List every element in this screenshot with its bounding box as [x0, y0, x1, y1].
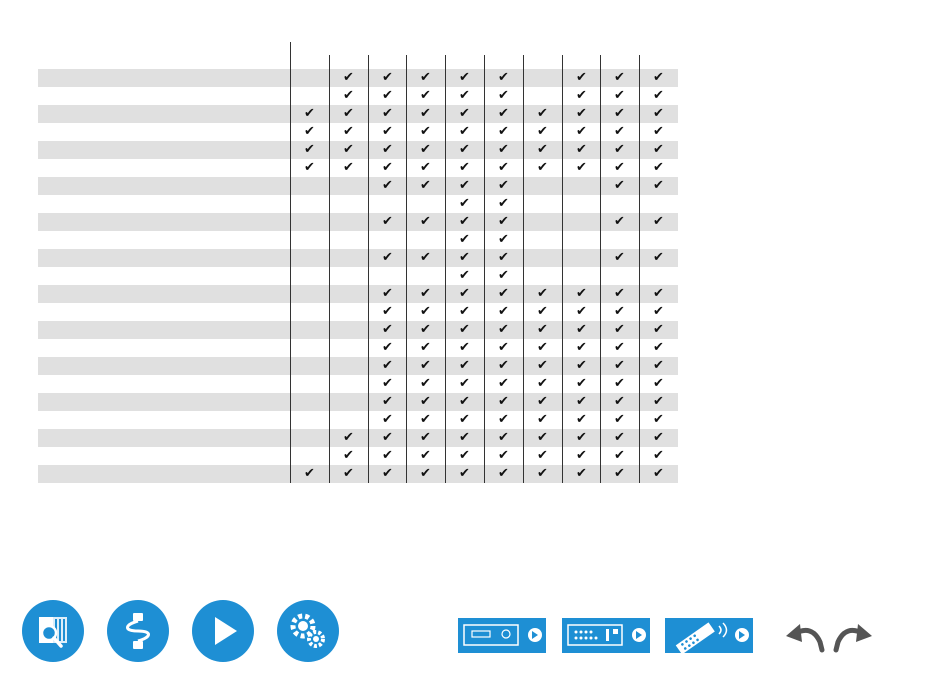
check-mark: ✔: [498, 412, 509, 427]
check-mark: ✔: [420, 322, 431, 337]
check-mark: ✔: [614, 358, 625, 373]
check-mark: ✔: [382, 322, 393, 337]
check-mark: ✔: [576, 394, 587, 409]
check-mark: ✔: [537, 286, 548, 301]
check-mark: ✔: [614, 340, 625, 355]
column-divider: [523, 55, 524, 483]
check-mark: ✔: [498, 304, 509, 319]
check-mark: ✔: [382, 214, 393, 229]
check-mark: ✔: [343, 160, 354, 175]
table-row: [38, 267, 678, 285]
check-mark: ✔: [420, 286, 431, 301]
check-mark: ✔: [382, 70, 393, 85]
check-mark: ✔: [498, 232, 509, 247]
check-mark: ✔: [382, 394, 393, 409]
check-mark: ✔: [420, 214, 431, 229]
column-divider: [329, 55, 330, 483]
check-mark: ✔: [459, 394, 470, 409]
check-mark: ✔: [382, 88, 393, 103]
check-mark: ✔: [537, 358, 548, 373]
check-mark: ✔: [382, 340, 393, 355]
check-mark: ✔: [420, 358, 431, 373]
check-mark: ✔: [614, 160, 625, 175]
rear-panel-button[interactable]: [562, 618, 650, 653]
check-mark: ✔: [459, 358, 470, 373]
check-mark: ✔: [343, 448, 354, 463]
check-mark: ✔: [498, 214, 509, 229]
check-mark: ✔: [343, 142, 354, 157]
check-mark: ✔: [343, 70, 354, 85]
undo-arrow-icon: [782, 620, 826, 654]
check-mark: ✔: [498, 178, 509, 193]
column-divider: [445, 55, 446, 483]
check-mark: ✔: [653, 376, 664, 391]
check-mark: ✔: [576, 322, 587, 337]
check-mark: ✔: [537, 394, 548, 409]
check-mark: ✔: [459, 142, 470, 157]
check-mark: ✔: [382, 106, 393, 121]
check-mark: ✔: [304, 124, 315, 139]
check-mark: ✔: [459, 322, 470, 337]
check-mark: ✔: [420, 448, 431, 463]
column-divider: [406, 55, 407, 483]
check-mark: ✔: [382, 304, 393, 319]
check-mark: ✔: [537, 322, 548, 337]
check-mark: ✔: [498, 124, 509, 139]
manual-contents-button[interactable]: [22, 600, 84, 662]
check-mark: ✔: [576, 106, 587, 121]
check-mark: ✔: [382, 358, 393, 373]
check-mark: ✔: [498, 448, 509, 463]
check-mark: ✔: [382, 286, 393, 301]
check-mark: ✔: [420, 340, 431, 355]
check-mark: ✔: [614, 124, 625, 139]
check-mark: ✔: [614, 394, 625, 409]
check-mark: ✔: [537, 124, 548, 139]
remote-controller-button[interactable]: [665, 618, 753, 653]
check-mark: ✔: [498, 286, 509, 301]
check-mark: ✔: [653, 286, 664, 301]
table-row: [38, 177, 678, 195]
check-mark: ✔: [498, 142, 509, 157]
check-mark: ✔: [537, 376, 548, 391]
check-mark: ✔: [653, 412, 664, 427]
check-mark: ✔: [537, 160, 548, 175]
check-mark: ✔: [614, 322, 625, 337]
check-mark: ✔: [576, 88, 587, 103]
check-mark: ✔: [537, 106, 548, 121]
check-mark: ✔: [343, 466, 354, 481]
check-mark: ✔: [498, 70, 509, 85]
check-mark: ✔: [653, 106, 664, 121]
check-mark: ✔: [614, 286, 625, 301]
check-mark: ✔: [304, 142, 315, 157]
check-mark: ✔: [614, 376, 625, 391]
check-mark: ✔: [614, 430, 625, 445]
check-mark: ✔: [653, 214, 664, 229]
check-mark: ✔: [498, 250, 509, 265]
manual-contents-icon: [31, 609, 75, 653]
check-mark: ✔: [576, 70, 587, 85]
check-mark: ✔: [576, 304, 587, 319]
check-mark: ✔: [343, 430, 354, 445]
check-mark: ✔: [382, 160, 393, 175]
check-mark: ✔: [537, 340, 548, 355]
setup-button[interactable]: [277, 600, 339, 662]
check-mark: ✔: [420, 466, 431, 481]
check-mark: ✔: [459, 466, 470, 481]
check-mark: ✔: [498, 196, 509, 211]
check-mark: ✔: [420, 160, 431, 175]
check-mark: ✔: [459, 178, 470, 193]
check-mark: ✔: [382, 430, 393, 445]
check-mark: ✔: [459, 430, 470, 445]
check-mark: ✔: [576, 376, 587, 391]
column-divider: [290, 42, 291, 483]
check-mark: ✔: [537, 142, 548, 157]
check-mark: ✔: [420, 376, 431, 391]
column-divider: [639, 55, 640, 483]
check-mark: ✔: [498, 106, 509, 121]
table-row: [38, 231, 678, 249]
check-mark: ✔: [498, 88, 509, 103]
check-mark: ✔: [382, 142, 393, 157]
check-mark: ✔: [498, 160, 509, 175]
check-mark: ✔: [498, 268, 509, 283]
check-mark: ✔: [653, 142, 664, 157]
check-mark: ✔: [420, 142, 431, 157]
check-mark: ✔: [576, 358, 587, 373]
check-mark: ✔: [459, 214, 470, 229]
check-mark: ✔: [498, 394, 509, 409]
front-panel-icon: [458, 618, 546, 653]
check-mark: ✔: [653, 88, 664, 103]
check-mark: ✔: [653, 304, 664, 319]
check-mark: ✔: [653, 448, 664, 463]
check-mark: ✔: [420, 70, 431, 85]
check-mark: ✔: [653, 160, 664, 175]
check-mark: ✔: [459, 340, 470, 355]
check-mark: ✔: [614, 304, 625, 319]
check-mark: ✔: [653, 250, 664, 265]
check-mark: ✔: [537, 412, 548, 427]
check-mark: ✔: [576, 286, 587, 301]
check-mark: ✔: [614, 214, 625, 229]
check-mark: ✔: [537, 448, 548, 463]
check-mark: ✔: [382, 124, 393, 139]
check-mark: ✔: [382, 466, 393, 481]
check-mark: ✔: [576, 124, 587, 139]
check-mark: ✔: [459, 106, 470, 121]
check-mark: ✔: [653, 340, 664, 355]
check-mark: ✔: [343, 106, 354, 121]
check-mark: ✔: [576, 340, 587, 355]
check-mark: ✔: [459, 250, 470, 265]
check-mark: ✔: [459, 376, 470, 391]
check-mark: ✔: [653, 466, 664, 481]
check-mark: ✔: [459, 448, 470, 463]
check-mark: ✔: [304, 160, 315, 175]
table-row: [38, 213, 678, 231]
check-mark: ✔: [459, 124, 470, 139]
check-mark: ✔: [653, 124, 664, 139]
connections-icon: [116, 609, 160, 653]
check-mark: ✔: [459, 304, 470, 319]
check-mark: ✔: [420, 250, 431, 265]
connections-button[interactable]: [107, 600, 169, 662]
table-row: [38, 249, 678, 267]
check-mark: ✔: [420, 394, 431, 409]
check-mark: ✔: [614, 88, 625, 103]
check-mark: ✔: [653, 358, 664, 373]
column-divider: [484, 55, 485, 483]
check-mark: ✔: [459, 268, 470, 283]
check-mark: ✔: [498, 376, 509, 391]
remote-controller-icon: [665, 618, 753, 653]
check-mark: ✔: [420, 430, 431, 445]
column-divider: [600, 55, 601, 483]
check-mark: ✔: [537, 430, 548, 445]
check-mark: ✔: [576, 448, 587, 463]
check-mark: ✔: [498, 466, 509, 481]
check-mark: ✔: [420, 304, 431, 319]
check-mark: ✔: [459, 70, 470, 85]
check-mark: ✔: [304, 106, 315, 121]
check-mark: ✔: [537, 304, 548, 319]
check-mark: ✔: [420, 124, 431, 139]
check-mark: ✔: [382, 376, 393, 391]
check-mark: ✔: [653, 394, 664, 409]
check-mark: ✔: [420, 178, 431, 193]
check-mark: ✔: [498, 340, 509, 355]
check-mark: ✔: [459, 88, 470, 103]
check-mark: ✔: [459, 412, 470, 427]
check-mark: ✔: [614, 466, 625, 481]
front-panel-button[interactable]: [458, 618, 546, 653]
check-mark: ✔: [576, 412, 587, 427]
check-mark: ✔: [537, 466, 548, 481]
check-mark: ✔: [614, 70, 625, 85]
check-mark: ✔: [420, 88, 431, 103]
check-mark: ✔: [614, 412, 625, 427]
check-mark: ✔: [614, 178, 625, 193]
column-divider: [562, 55, 563, 483]
check-mark: ✔: [576, 142, 587, 157]
check-mark: ✔: [420, 412, 431, 427]
check-mark: ✔: [343, 88, 354, 103]
check-mark: ✔: [576, 430, 587, 445]
playback-button[interactable]: [192, 600, 254, 662]
check-mark: ✔: [653, 430, 664, 445]
check-mark: ✔: [653, 70, 664, 85]
check-mark: ✔: [653, 322, 664, 337]
check-mark: ✔: [653, 178, 664, 193]
check-mark: ✔: [614, 448, 625, 463]
undo-button[interactable]: [782, 620, 826, 654]
check-mark: ✔: [459, 232, 470, 247]
check-mark: ✔: [498, 322, 509, 337]
check-mark: ✔: [614, 142, 625, 157]
check-mark: ✔: [382, 250, 393, 265]
rear-panel-icon: [562, 618, 650, 653]
check-mark: ✔: [459, 160, 470, 175]
playback-icon: [201, 609, 245, 653]
check-mark: ✔: [576, 466, 587, 481]
check-mark: ✔: [614, 250, 625, 265]
check-mark: ✔: [382, 178, 393, 193]
check-mark: ✔: [498, 358, 509, 373]
check-mark: ✔: [614, 106, 625, 121]
check-mark: ✔: [459, 286, 470, 301]
check-mark: ✔: [576, 160, 587, 175]
check-mark: ✔: [304, 466, 315, 481]
redo-arrow-icon: [832, 620, 876, 654]
check-mark: ✔: [420, 106, 431, 121]
check-mark: ✔: [498, 430, 509, 445]
check-mark: ✔: [382, 412, 393, 427]
setup-gear-icon: [286, 609, 330, 653]
column-divider: [368, 55, 369, 483]
redo-button[interactable]: [832, 620, 876, 654]
table-row: [38, 195, 678, 213]
check-mark: ✔: [343, 124, 354, 139]
check-mark: ✔: [382, 448, 393, 463]
check-mark: ✔: [459, 196, 470, 211]
